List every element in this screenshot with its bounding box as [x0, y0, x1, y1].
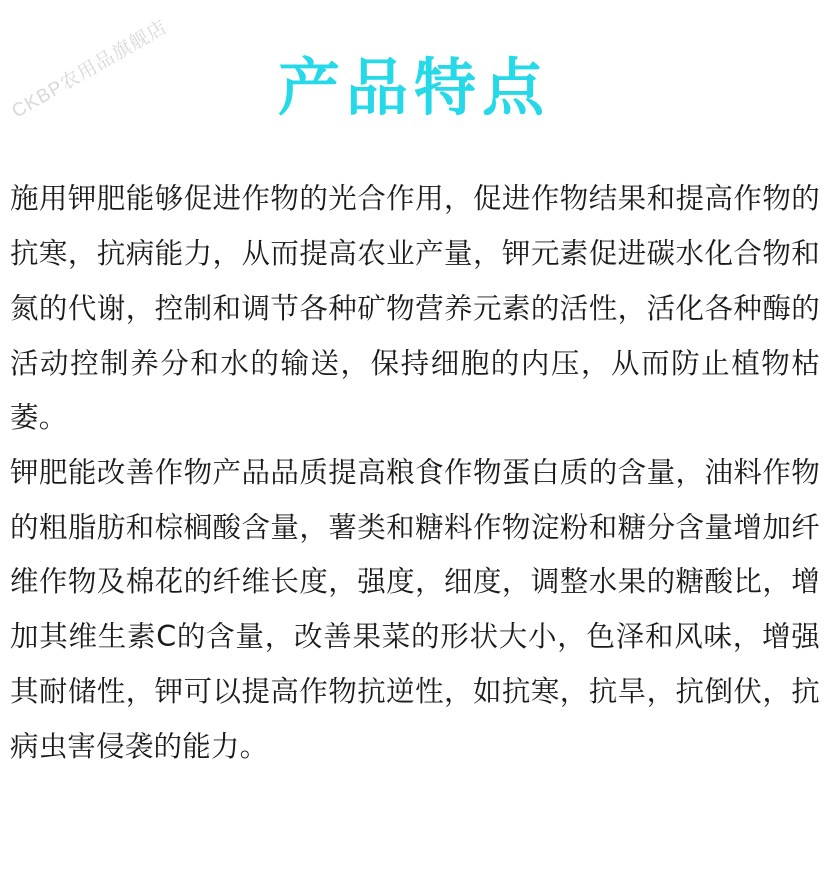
paragraph: 钾肥能改善作物产品品质提高粮食作物蛋白质的含量，油料作物的粗脂肪和棕榈酸含量，薯类和糖料作物淀粉和糖分含量增加纤维作物及棉花的纤维长度，强度，细度，调整水果的糖酸比，增加其维生素C的含量，改善果菜的形状大小，色泽和风味，增强其耐储性，钾可以提高作物抗逆性，如抗寒，抗旱，抗倒伏，抗病虫害侵袭的能力。: [10, 455, 820, 763]
watermark-text: CKBP农用品旗舰店: [8, 15, 172, 123]
product-features-page: [0, 15, 828, 870]
page-title: 产品特点: [277, 50, 550, 124]
paragraph: 施用钾肥能够促进作物的光合作用，促进作物结果和提高作物的抗寒，抗病能力，从而提高农业产量，钾元素促进碳水化合物和氮的代谢，控制和调节各种矿物营养元素的活性，活化各种酶的活动控制养分和水的输送，保持细胞的内压，从而防止植物枯萎。: [10, 182, 820, 435]
body-text: [0, 172, 828, 774]
